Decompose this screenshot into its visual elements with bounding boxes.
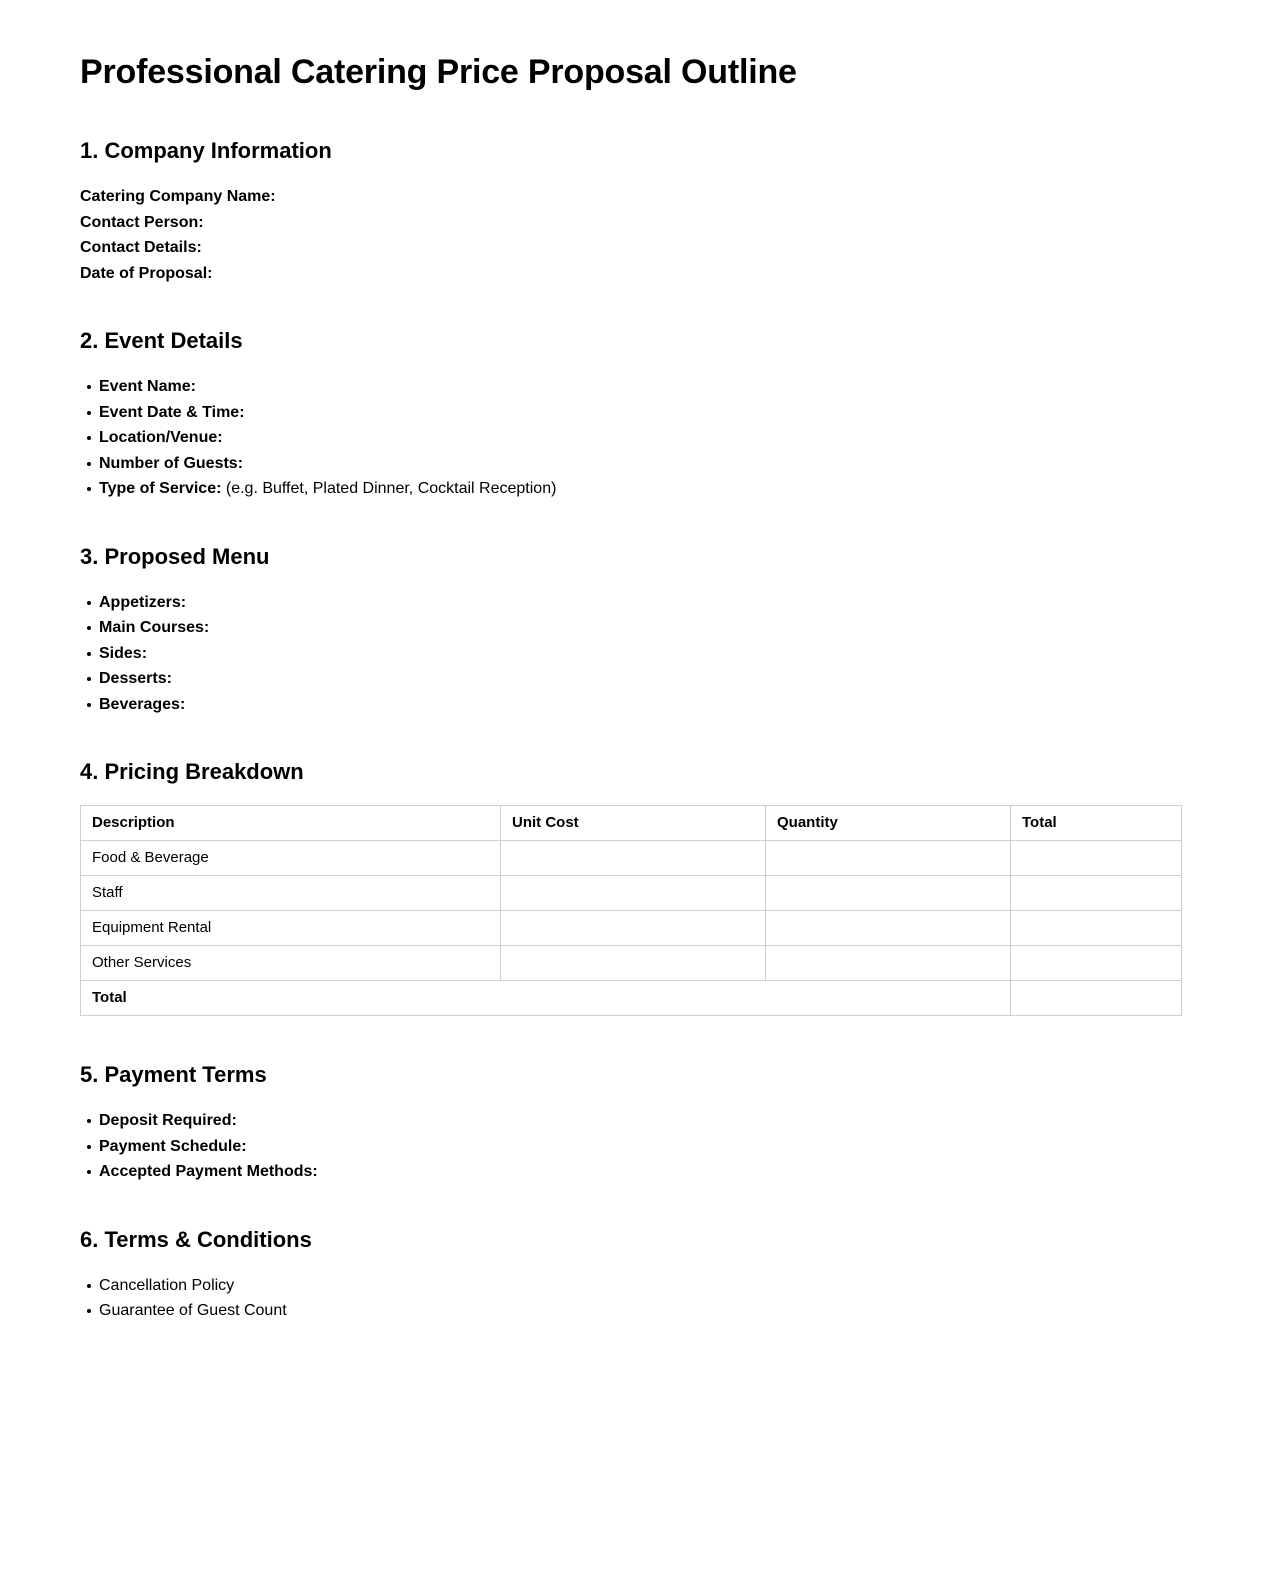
field-contact-person: Contact Person: [80, 213, 204, 231]
list-item [80, 1298, 1183, 1324]
list-item-label: Sides: [99, 644, 148, 662]
cell-unit-cost[interactable] [501, 946, 766, 981]
list-item-label: Number of Guests: [99, 454, 244, 472]
field-contact-details: Contact Details: [80, 239, 202, 256]
list-item-label: Type of Service: [99, 480, 222, 497]
list-item [80, 666, 1183, 692]
list-item [80, 641, 1183, 667]
table-row [81, 841, 1182, 876]
cell-description: Staff [81, 876, 501, 911]
table-row [81, 911, 1182, 946]
section-heading-company-information: 1. Company Information [80, 138, 332, 163]
section-heading-terms-conditions: 6. Terms & Conditions [80, 1226, 312, 1252]
company-information-fields [80, 184, 1183, 286]
table-total-row [81, 981, 1182, 1016]
cell-description: Other Services [81, 946, 501, 981]
cell-description: Equipment Rental [81, 911, 501, 946]
cell-quantity[interactable] [766, 911, 1011, 946]
section-heading-proposed-menu: 3. Proposed Menu [80, 543, 270, 569]
list-item [80, 615, 1183, 641]
list-item [80, 1108, 1183, 1134]
list-item-label: Cancellation Policy [99, 1276, 235, 1294]
list-item [80, 374, 1183, 400]
page-title: Professional Catering Price Proposal Outline [80, 53, 797, 91]
cell-unit-cost[interactable] [501, 911, 766, 946]
pricing-breakdown-table [80, 805, 1182, 1016]
cell-quantity[interactable] [766, 876, 1011, 911]
cell-unit-cost[interactable] [501, 876, 766, 911]
cell-total[interactable] [1011, 911, 1182, 946]
cell-total[interactable] [1011, 946, 1182, 981]
section-event-details [80, 328, 1183, 502]
list-item [80, 1273, 1183, 1299]
list-item [80, 590, 1183, 616]
table-header-row [81, 806, 1182, 841]
column-header-unit-cost: Unit Cost [501, 806, 766, 841]
list-item [80, 1159, 1183, 1185]
section-proposed-menu [80, 544, 1183, 718]
proposed-menu-list [80, 590, 1183, 718]
cell-quantity[interactable] [766, 841, 1011, 876]
list-item [80, 400, 1183, 426]
section-company-information [80, 138, 1183, 286]
cell-quantity[interactable] [766, 946, 1011, 981]
cell-description: Food & Beverage [81, 841, 501, 876]
section-payment-terms [80, 1062, 1183, 1185]
list-item-label: Beverages: [99, 695, 186, 713]
cell-unit-cost[interactable] [501, 841, 766, 876]
event-details-list [80, 374, 1183, 502]
section-heading-payment-terms: 5. Payment Terms [80, 1062, 267, 1087]
cell-total[interactable] [1011, 841, 1182, 876]
terms-conditions-list [80, 1273, 1183, 1324]
list-item-label: Payment Schedule: [99, 1137, 247, 1155]
list-item-label: Guarantee of Guest Count [99, 1302, 287, 1319]
list-item [80, 476, 1183, 502]
list-item-hint: (e.g. Buffet, Plated Dinner, Cocktail Reception) [221, 480, 557, 497]
list-item-label: Main Courses: [99, 619, 210, 636]
section-pricing-breakdown [80, 759, 1183, 1016]
list-item-label: Deposit Required: [99, 1112, 237, 1129]
column-header-description: Description [81, 806, 501, 841]
payment-terms-list [80, 1108, 1183, 1185]
section-terms-conditions [80, 1227, 1183, 1324]
table-row [81, 946, 1182, 981]
list-item-label: Accepted Payment Methods: [99, 1163, 318, 1180]
column-header-quantity: Quantity [766, 806, 1011, 841]
list-item-label: Event Date & Time: [99, 403, 245, 421]
list-item [80, 692, 1183, 718]
list-item [80, 425, 1183, 451]
field-date-of-proposal: Date of Proposal: [80, 264, 213, 282]
section-heading-pricing-breakdown: 4. Pricing Breakdown [80, 759, 304, 784]
table-row [81, 876, 1182, 911]
cell-total-label: Total [81, 981, 1011, 1016]
cell-total-value[interactable] [1011, 981, 1182, 1016]
section-heading-event-details: 2. Event Details [80, 328, 243, 353]
column-header-total: Total [1011, 806, 1182, 841]
list-item-label: Desserts: [99, 670, 172, 687]
list-item [80, 1134, 1183, 1160]
cell-total[interactable] [1011, 876, 1182, 911]
field-catering-company-name: Catering Company Name: [80, 188, 276, 205]
list-item-label: Location/Venue: [99, 429, 223, 446]
list-item-label: Appetizers: [99, 593, 187, 611]
list-item-label: Event Name: [99, 378, 196, 395]
list-item [80, 451, 1183, 477]
